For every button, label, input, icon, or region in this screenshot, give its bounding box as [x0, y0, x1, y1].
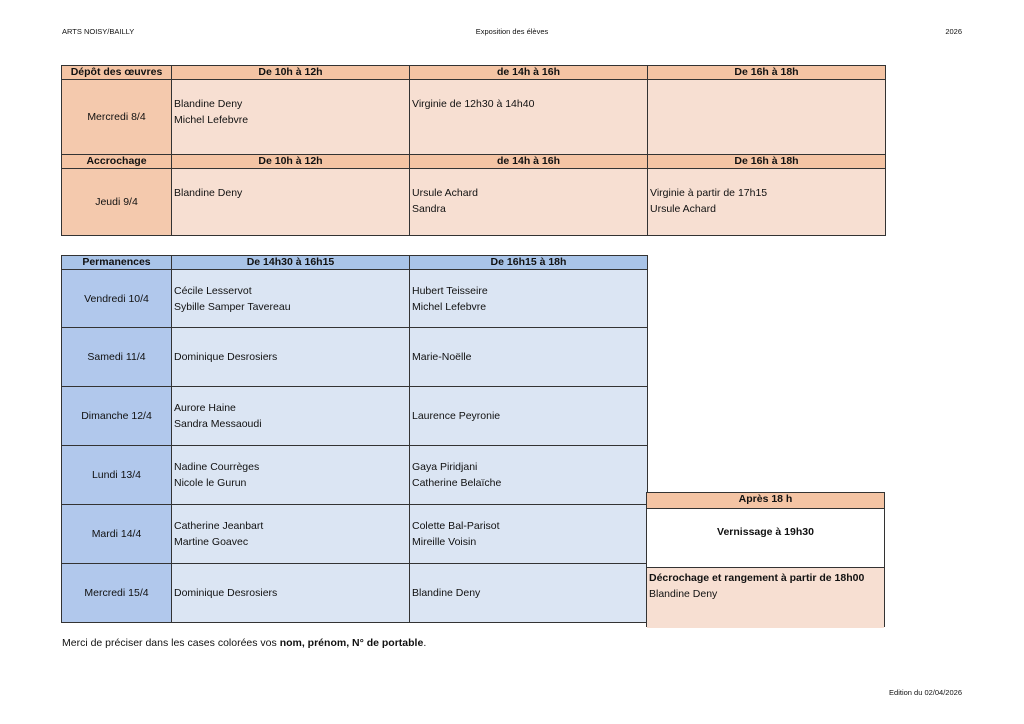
note-prefix: Merci de préciser dans les cases colorées vos [62, 637, 280, 649]
row-cell-b[interactable] [410, 446, 648, 505]
header-left: ARTS NOISY/BAILLY [62, 27, 135, 36]
table-row [62, 564, 648, 623]
cell-line: Catherine Belaïche [412, 477, 502, 489]
vernissage-label: Vernissage à 19h30 [717, 526, 814, 538]
cell-line: Marie-Noëlle [412, 351, 472, 363]
permanences-slot-2: De 16h15 à 18h [410, 256, 648, 270]
depot-cell-1-line-1: Blandine Deny [174, 98, 243, 110]
cell-line: Mireille Voisin [412, 536, 477, 548]
depot-row [62, 80, 886, 155]
instruction-note [62, 637, 426, 649]
row-cell-a[interactable] [172, 564, 410, 623]
row-day: Mercredi 15/4 [62, 564, 172, 623]
decrochage-box[interactable] [647, 568, 884, 628]
accrochage-slot-2: de 14h à 16h [410, 155, 648, 169]
row-day: Dimanche 12/4 [62, 387, 172, 446]
permanences-title: Permanences [62, 256, 172, 270]
table-row [62, 270, 648, 328]
apres-title: Après 18 h [647, 493, 884, 509]
accrochage-cell-3-line-2: Ursule Achard [650, 203, 716, 215]
edition-date: Edition du 02/04/2026 [889, 688, 962, 697]
cell-line: Colette Bal-Parisot [412, 520, 500, 532]
cell-line: Blandine Deny [412, 587, 481, 599]
depot-day: Mercredi 8/4 [62, 80, 172, 155]
accrochage-cell-1[interactable] [172, 169, 410, 236]
row-cell-b[interactable] [410, 270, 648, 328]
row-cell-b[interactable] [410, 564, 648, 623]
cell-line: Aurore Haine [174, 402, 236, 414]
decrochage-title: Décrochage et rangement à partir de 18h00 [649, 572, 865, 584]
accrochage-slot-1: De 10h à 12h [172, 155, 410, 169]
vernissage-box [647, 509, 884, 568]
cell-line: Hubert Teisseire [412, 284, 488, 297]
accrochage-day: Jeudi 9/4 [62, 169, 172, 236]
row-day: Samedi 11/4 [62, 328, 172, 387]
depot-slot-2: de 14h à 16h [410, 66, 648, 80]
cell-line: Dominique Desrosiers [174, 351, 278, 363]
permanences-slot-1: De 14h30 à 16h15 [172, 256, 410, 270]
header-center: Exposition des élèves [475, 27, 549, 36]
table-row [62, 387, 648, 446]
note-bold: nom, prénom, N° de portable [279, 637, 424, 649]
row-cell-a[interactable] [172, 505, 410, 564]
depot-cell-2[interactable] [410, 80, 648, 155]
accrochage-cell-2[interactable] [410, 169, 648, 236]
row-day: Mardi 14/4 [62, 505, 172, 564]
accrochage-cell-3-line-1: Virginie à partir de 17h15 [650, 187, 768, 199]
accrochage-title: Accrochage [62, 155, 172, 169]
decrochage-name: Blandine Deny [649, 588, 718, 600]
cell-line: Cécile Lesservot [174, 284, 252, 297]
table-row [62, 446, 648, 505]
row-cell-a[interactable] [172, 270, 410, 328]
depot-cell-1[interactable] [172, 80, 410, 155]
row-day: Vendredi 10/4 [62, 270, 172, 328]
cell-line: Laurence Peyronie [412, 410, 501, 422]
accrochage-row [62, 169, 886, 236]
accrochage-cell-3[interactable] [648, 169, 886, 236]
table-row [62, 328, 648, 387]
cell-line: Michel Lefebvre [412, 300, 487, 313]
accrochage-cell-1-line-1: Blandine Deny [174, 187, 243, 199]
row-cell-b[interactable] [410, 505, 648, 564]
cell-line: Catherine Jeanbart [174, 520, 264, 532]
row-cell-b[interactable] [410, 387, 648, 446]
accrochage-slot-3: De 16h à 18h [648, 155, 886, 169]
header-right: 2026 [945, 27, 962, 36]
row-cell-a[interactable] [172, 328, 410, 387]
cell-line: Gaya Piridjani [412, 461, 478, 473]
row-cell-b[interactable] [410, 328, 648, 387]
apres-block [646, 492, 885, 627]
depot-slot-1: De 10h à 12h [172, 66, 410, 80]
depot-accrochage-table [61, 65, 886, 236]
permanences-table [61, 255, 648, 623]
cell-line: Martine Goavec [174, 536, 249, 548]
accrochage-cell-2-line-1: Ursule Achard [412, 187, 478, 199]
cell-line: Nicole le Gurun [174, 477, 247, 489]
cell-line: Sandra Messaoudi [174, 418, 262, 430]
cell-line: Nadine Courrèges [174, 461, 260, 473]
table-row [62, 505, 648, 564]
depot-title: Dépôt des œuvres [62, 66, 172, 80]
accrochage-header-row [62, 155, 886, 169]
depot-cell-2-line-1: Virginie de 12h30 à 14h40 [412, 98, 535, 110]
depot-cell-3[interactable] [648, 80, 886, 155]
depot-header-row [62, 66, 886, 80]
permanences-header-row [62, 256, 648, 270]
row-cell-a[interactable] [172, 446, 410, 505]
depot-slot-3: De 16h à 18h [648, 66, 886, 80]
note-suffix: . [423, 637, 427, 649]
row-cell-a[interactable] [172, 387, 410, 446]
cell-line: Dominique Desrosiers [174, 587, 278, 599]
accrochage-cell-2-line-2: Sandra [412, 203, 446, 215]
row-day: Lundi 13/4 [62, 446, 172, 505]
depot-cell-1-line-2: Michel Lefebvre [174, 114, 249, 126]
cell-line: Sybille Samper Tavereau [174, 300, 291, 313]
